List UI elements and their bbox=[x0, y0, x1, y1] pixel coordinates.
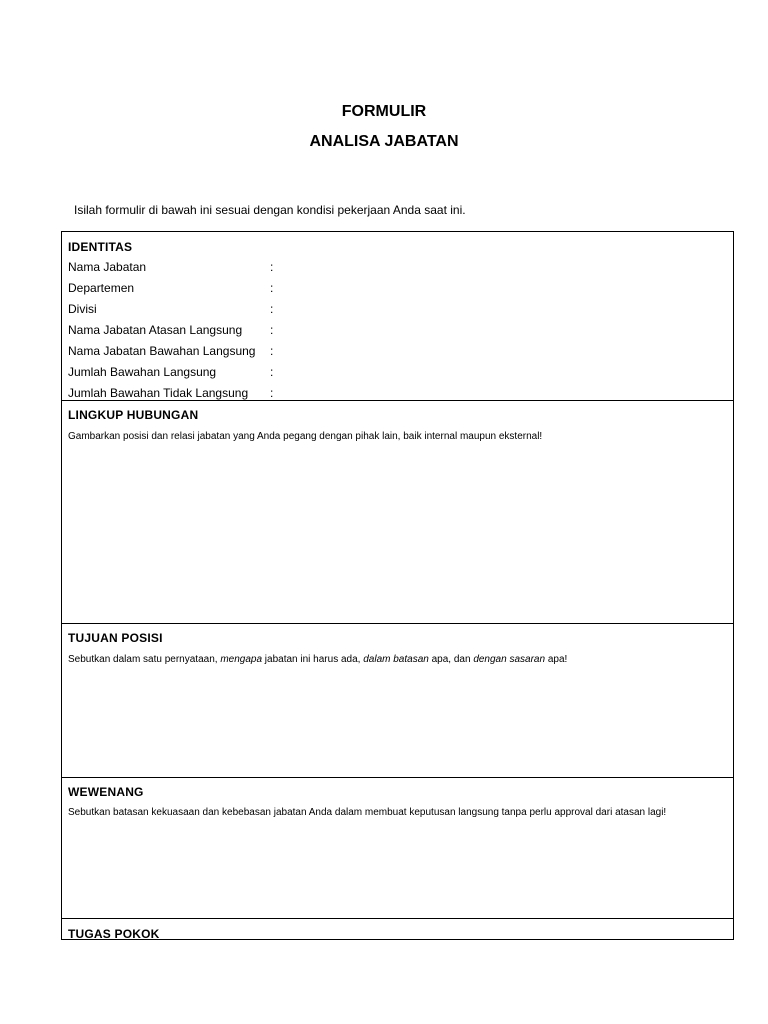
field-label: Jumlah Bawahan Tidak Langsung bbox=[68, 386, 249, 400]
section-lingkup-hubungan bbox=[62, 401, 733, 624]
lingkup-hubungan-answer-area[interactable] bbox=[68, 449, 727, 617]
field-colon: : bbox=[270, 386, 274, 400]
desc-text: apa, dan bbox=[428, 654, 474, 665]
section-heading-identitas: IDENTITAS bbox=[68, 240, 133, 254]
desc-emphasis: dalam batasan bbox=[363, 654, 429, 665]
wewenang-answer-area[interactable] bbox=[68, 838, 727, 912]
section-description-lingkup-hubungan: Gambarkan posisi dan relasi jabatan yang Anda pegang dengan pihak lain, baik internal maupun eksternal! bbox=[68, 431, 543, 442]
departemen-input[interactable] bbox=[280, 280, 720, 294]
field-label: Divisi bbox=[68, 302, 97, 316]
atasan-langsung-input[interactable] bbox=[280, 322, 720, 336]
field-label: Nama Jabatan Bawahan Langsung bbox=[68, 344, 256, 358]
field-label: Jumlah Bawahan Langsung bbox=[68, 365, 217, 379]
form-table bbox=[61, 231, 734, 940]
form-title: FORMULIR bbox=[341, 103, 427, 120]
bawahan-langsung-input[interactable] bbox=[280, 343, 720, 357]
jumlah-bawahan-langsung-input[interactable] bbox=[280, 364, 720, 378]
nama-jabatan-input[interactable] bbox=[280, 259, 720, 273]
section-tujuan-posisi bbox=[62, 624, 733, 778]
form-instruction: Isilah formulir di bawah ini sesuai dengan kondisi pekerjaan Anda saat ini. bbox=[74, 203, 466, 217]
jumlah-bawahan-tidak-langsung-input[interactable] bbox=[280, 385, 720, 399]
tujuan-posisi-answer-area[interactable] bbox=[68, 672, 727, 771]
field-colon: : bbox=[270, 365, 274, 379]
field-label: Nama Jabatan bbox=[68, 260, 147, 274]
desc-text: apa! bbox=[545, 654, 568, 665]
form-subtitle: ANALISA JABATAN bbox=[309, 133, 459, 150]
desc-emphasis: dengan sasaran bbox=[473, 654, 546, 665]
field-label: Departemen bbox=[68, 281, 135, 295]
field-colon: : bbox=[270, 323, 274, 337]
section-description-wewenang: Sebutkan batasan kekuasaan dan kebebasan jabatan Anda dalam membuat keputusan langsung tanpa perlu approval dari atasan lagi! bbox=[68, 807, 667, 818]
section-heading-lingkup-hubungan: LINGKUP HUBUNGAN bbox=[68, 408, 199, 422]
section-description-tujuan-posisi bbox=[68, 653, 727, 666]
divisi-input[interactable] bbox=[280, 301, 720, 315]
field-colon: : bbox=[270, 260, 274, 274]
section-wewenang bbox=[62, 778, 733, 919]
field-colon: : bbox=[270, 344, 274, 358]
section-tugas-pokok bbox=[62, 919, 733, 939]
desc-text: jabatan ini harus ada, bbox=[262, 654, 364, 665]
field-label: Nama Jabatan Atasan Langsung bbox=[68, 323, 243, 337]
desc-emphasis: mengapa bbox=[220, 654, 263, 665]
section-heading-tujuan-posisi: TUJUAN POSISI bbox=[68, 631, 163, 645]
section-heading-tugas-pokok: TUGAS POKOK bbox=[68, 927, 160, 941]
field-colon: : bbox=[270, 302, 274, 316]
section-heading-wewenang: WEWENANG bbox=[68, 785, 144, 799]
field-colon: : bbox=[270, 281, 274, 295]
desc-text: Sebutkan dalam satu pernyataan, bbox=[68, 654, 221, 665]
section-identitas bbox=[62, 232, 733, 401]
